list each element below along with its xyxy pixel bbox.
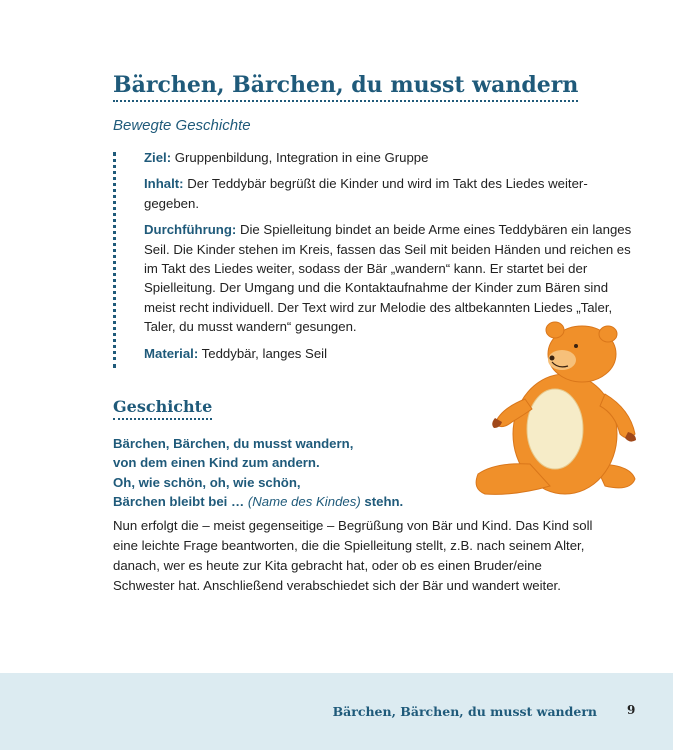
song-line: Bärchen, Bärchen, du musst wandern, (113, 436, 354, 451)
footer-title: Bärchen, Bärchen, du musst wandern (332, 704, 597, 719)
song-last-line-start: Bärchen bleibt bei … (113, 494, 248, 510)
song-last-line-end: stehn. (360, 494, 404, 510)
info-ziel (144, 148, 634, 167)
page-number: 9 (627, 703, 636, 717)
durchfuehrung-label: Durchführung: (144, 222, 237, 238)
song-line: Oh, wie schön, oh, wie schön, (113, 474, 301, 490)
page-subtitle: Bewegte Geschichte (113, 117, 251, 134)
material-label: Material: (144, 345, 199, 361)
info-inhalt (144, 174, 634, 213)
ziel-label: Ziel: (144, 150, 172, 165)
page-title: Bärchen, Bärchen, du musst wandern (113, 70, 578, 102)
teddy-bear-icon (470, 314, 645, 509)
inhalt-text: Der Teddybär begrüßt die Kinder und wird im Takt des Liedes weitergegeben. (144, 176, 588, 211)
story-paragraph: Nun erfolgt die – meist gegenseitige – Begrüßung von Bär und Kind. Das Kind soll eine leichte Frage beantworten, die die Spielleitung stellt, z.B. nach seinem Alter, danach, wer es heute zur Kita gebracht hat, oder ob es einen Bruder/eine Schwester hat. Anschließend verabschiedet sich der Bär und wandert weiter. (113, 518, 593, 593)
song-line (113, 492, 403, 511)
footer-band (0, 673, 673, 750)
song-line: von dem einen Kind zum andern. (113, 455, 320, 471)
material-text: Teddybär, langes Seil (198, 345, 328, 361)
durchfuehrung-text: Die Spielleitung bindet an beide Arme eines Teddybären ein langes Seil. Die Kinder stehen im Kreis, fassen das Seil mit beiden Händen und reichen es im Takt des Liedes weiter, sodass der Bär „wandern“ kann. Er startet bei der Spielleitung. Der Umgang und die Kontaktaufnahme der Kinder zum Bären sind meist recht individuell. Der Text wird zur Melodie des altbekannten Liedes „Taler, Taler, du musst wandern“ gesungen. (144, 222, 632, 335)
ziel-text: Gruppenbildung, Integration in eine Gruppe (171, 150, 429, 165)
inhalt-label: Inhalt: (144, 176, 184, 192)
song-lyrics (113, 434, 403, 512)
dotted-margin-line (113, 152, 120, 368)
song-placeholder: (Name des Kindes) (247, 494, 361, 510)
section-heading-geschichte: Geschichte (113, 396, 212, 420)
